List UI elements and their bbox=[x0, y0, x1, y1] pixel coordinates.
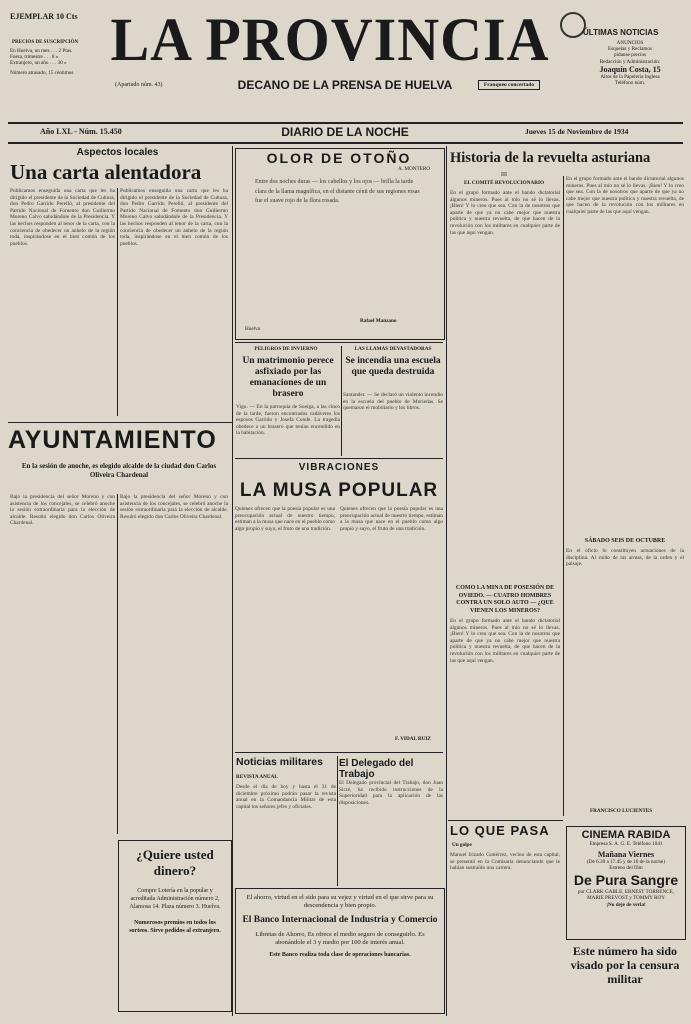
musa-body-col2: Quienes ofrecen que la poesía popular es una preocupación actual de nuestro tiempo, estiman a la musa que nace en el pueblo como algo propio y suyo, el fruto de una tradición. bbox=[340, 506, 443, 532]
olor-poem: Entre dos noches duras — los cabellos y los ojos — brilla la tarde clara de la llama magnífica, en el distante cénit de sus regiones rosas fue el suave rojo de la flora rosada. bbox=[255, 179, 420, 204]
dinero-title: ¿Quiere usted dinero? bbox=[136, 847, 214, 878]
column-divider bbox=[232, 146, 233, 1016]
olor-sign-right: Rafael Manzano bbox=[360, 318, 397, 324]
right-info-line: Esquelas y Reclamos bbox=[607, 46, 653, 53]
column-divider bbox=[563, 176, 564, 816]
masthead-subtitle: DECANO DE LA PRENSA DE HUELVA bbox=[237, 78, 453, 92]
llamas-body: Santander. — Se declaró un violento incendio en la escuela del pueblo de Muriedas. Se quemaron el mobiliario y los libros. bbox=[343, 392, 443, 412]
ultimas-noticias-title: ÚLTIMAS NOTICIAS bbox=[583, 28, 659, 37]
olor-sign-left: Huelva bbox=[245, 326, 260, 332]
sabado-title: SÁBADO SEIS DE OCTUBRE bbox=[584, 538, 666, 544]
historia-body-col2: En el grupo formado ante el bando dictatorial algunos mineros. Pues al mío no sé lo llevas. ¡Bien! Y lo creo que sea. Con la de nosotros que aparte de que ya no cabe mejor que nuestra política y nuestra revuelta, de que hacen de la revolución con los militares en cualquier parte de las que aquí vengan. bbox=[566, 176, 684, 215]
mid-rule bbox=[235, 342, 443, 343]
militares-title: Noticias militares bbox=[236, 756, 323, 768]
ahorro-bank: El Banco Internacional de Industria y Comercio bbox=[242, 915, 438, 925]
mina-title: COMO LA MINA DE POSESIÓN DE OVIEDO. — CUATRO HOMBRES CONTRA UN SOLO AUTO — ¿QUE VIENEN LOS MINEROS? bbox=[455, 585, 555, 614]
peligros-label: PELIGROS DE INVIERNO bbox=[254, 346, 318, 352]
subscription-line: En Huelva, un mes . . . 2 Ptas. bbox=[10, 48, 73, 54]
ayuntamiento-subtitle: En la sesión de anoche, es elegido alcalde de la ciudad don Carlos Oliveira Chardenal bbox=[21, 462, 217, 479]
right-info-line: Altos de la Papelería Inglesa bbox=[600, 73, 660, 80]
masthead-title: LA PROVINCIA bbox=[110, 5, 550, 74]
cinema-times: (De 6.30 a 17.45 y de 10 de la noche) bbox=[587, 859, 665, 866]
date-rule bbox=[8, 142, 683, 144]
subscription-block bbox=[10, 48, 105, 67]
delegado-title: El Delegado del Trabajo bbox=[339, 758, 414, 780]
issue-number: Año LXL - Núm. 15.450 bbox=[40, 127, 122, 136]
llamas-title: Se incendia una escuela que queda destruida bbox=[345, 356, 441, 377]
right-info-line: Redacción y Administración: bbox=[599, 58, 661, 65]
peligros-title: Un matrimonio perece asfixiado por las emanaciones de un brasero bbox=[242, 356, 334, 399]
carta-body-col1: Publicamos enseguida una carta que les ha dirigido el presidente de la Sociedad de Cultura, don Pedro Garrido Perelló, al presidente del Partido Nacional de Fomento don Guillermo Moreno Calvo saludándole de la Presidencia. Y las hechos responden al tenor de la carta, con la conciencia de obedecer un anhelo de la región toda, inspirándose en el bien común de los pueblos. bbox=[10, 188, 115, 247]
loquepasa-rule bbox=[448, 820, 563, 821]
cinema-ad bbox=[566, 826, 686, 940]
olor-author: A. MONTERO bbox=[398, 166, 430, 172]
right-info-line: ANUNCIOS bbox=[616, 40, 644, 46]
loquepasa-title: LO QUE PASA bbox=[450, 823, 550, 838]
subscription-title: PRECIOS DE SUSCRIPCIÓN bbox=[12, 40, 79, 45]
price-label: EJEMPLAR 10 Cts bbox=[10, 12, 78, 21]
musa-body-col1: Quienes ofrecen que la poesía popular es una preocupación actual de nuestro tiempo, estiman a la musa que nace en el pueblo como algo propio y suyo, el fruto de una tradición. bbox=[235, 506, 335, 532]
olor-title: OLOR DE OTOÑO bbox=[266, 150, 412, 166]
sabado-body: En el oficio lo constituyen actuaciones de la disciplina. Al ruido de las armas, de la orden y el paisaje. bbox=[566, 548, 684, 568]
historia-head: EL COMITÉ REVOLUCIONARIO bbox=[463, 180, 545, 186]
col-divider bbox=[341, 346, 342, 456]
cinema-company: Empresa S. A. G. E. Teléfono 1041 bbox=[589, 841, 663, 847]
franqueo-badge: Franqueo concertado bbox=[478, 80, 540, 90]
ahorro-line1: El ahorro, virtud en el sido para su vejez y virtud en el que sirve para su descendencia y bien propio. bbox=[246, 894, 434, 909]
ayuntamiento-body-col2: Bajo la presidencia del señor Moreno y con asistencia de los concejales, se celebró anoche la sesión extraordinaria para la elección de alcalde. Resultó elegido don Carlos Oliveira Chardenal. bbox=[120, 494, 228, 520]
right-info-line: pídanse precios bbox=[613, 52, 647, 59]
issue-date: Jueves 15 de Noviembre de 1934 bbox=[525, 127, 629, 136]
cinema-film: De Pura Sangre bbox=[573, 871, 679, 888]
aspectos-label: Aspectos locales bbox=[76, 147, 159, 158]
sabado-sign: FRANCISCO LUCIENTES bbox=[590, 808, 653, 814]
numero-atrasado: Número atrasado, 15 céntimos bbox=[10, 70, 74, 76]
dinero-text: Compre Lotería en la popular y acreditada Administración número 2, Alamosa 14. Plaza número 3. Huelva. bbox=[129, 888, 221, 910]
cinema-cast: por CLARK GABLE, ERNEST TORRENCE, MARIE PREVOST y TOMMY ROY bbox=[577, 888, 675, 901]
column-divider bbox=[446, 146, 447, 1016]
loquepasa-body: Manuel Irizado Gutiérrez, vecino de esta capital, se presentó en la Comisaría denunciando que le habían sustraído una cartera. bbox=[450, 852, 560, 872]
subscription-line: Fuera, trimestre . . . 8 » bbox=[10, 54, 59, 61]
historia-title: Historia de la revuelta asturiana bbox=[450, 150, 651, 166]
ayuntamiento-body-col1: Bajo la presidencia del señor Moreno y con asistencia de los concejales, se celebró anoche la sesión extraordinaria para la elección de alcalde. Resultó elegido don Carlos Oliveira Chardenal. bbox=[10, 494, 115, 527]
musa-title: LA MUSA POPULAR bbox=[239, 480, 439, 501]
militares-body: Desde el día de hoy y hasta el 31 de diciembre próximo podrán pasar la revista anual en la Comandancia Militar de esta capital los señores jefes y oficiales. bbox=[236, 784, 336, 810]
ahorro-line3: Este Banco realiza toda clase de operaciones bancarias. bbox=[269, 952, 411, 958]
musa-sign: F. VIDAL RUIZ bbox=[395, 736, 431, 742]
revista-label: REVISTA ANUAL bbox=[236, 774, 278, 780]
peligros-body: Vigo. — En la parroquia de Sueiga, a las cinco de la tarde, fueron encontrados cadáveres los esposos Garrido y Josefa Conde. La tragedia obedece a un brasero que tenían encendido en la habitación. bbox=[236, 404, 340, 437]
cinema-when: Mañana Viernes bbox=[597, 850, 655, 860]
apartado-label: (Apartado núm. 43) bbox=[115, 82, 163, 88]
ahorro-line2: Libretas de Ahorro, Es ofrece el medio seguro de conseguirlo. Es abonándole el 3 y medio por 100 de interés anual. bbox=[255, 931, 425, 946]
ayuntamiento-title: AYUNTAMIENTO bbox=[8, 426, 217, 454]
right-info-block bbox=[575, 40, 685, 86]
llamas-label: LAS LLAMAS DEVASTADORAS bbox=[354, 346, 432, 352]
right-info-line: Joaquín Costa, 15 bbox=[599, 64, 661, 74]
column-divider bbox=[117, 188, 118, 416]
vibraciones-label: VIBRACIONES bbox=[298, 462, 380, 473]
subscription-line: Extranjero, un año . . . 30 » bbox=[10, 60, 67, 67]
col-divider-2 bbox=[337, 756, 338, 886]
cinema-title: CINEMA RABIDA bbox=[581, 829, 671, 841]
cinema-foot: ¡No deje de verla! bbox=[606, 902, 646, 909]
carta-body-col2: Publicamos enseguida una carta que les ha dirigido el presidente de la Sociedad de Cultura, don Pedro Garrido Perelló, al presidente del Partido Nacional de Fomento don Guillermo Moreno Calvo saludándole de la Presidencia. Y las hechos responden al tenor de la carta, con la conciencia de obedecer un anhelo de la región toda, inspirándose en el bien común de los pueblos. bbox=[120, 188, 228, 247]
vibraciones-rule bbox=[235, 458, 443, 459]
masthead-rule bbox=[8, 122, 683, 124]
censura-note: Este número ha sido visado por la censura militar bbox=[570, 944, 680, 986]
right-info-line: Teléfono núm. bbox=[614, 80, 646, 87]
ayuntamiento-rule bbox=[8, 422, 233, 423]
carta-title: Una carta alentadora bbox=[10, 160, 202, 184]
edition-label: DIARIO DE LA NOCHE bbox=[281, 125, 409, 139]
militares-rule bbox=[235, 752, 443, 753]
historia-body-col1: En el grupo formado ante el bando dictatorial algunos mineros. Pues al mío no sé lo llevas. ¡Bien! Y lo creo que sea. Con la de nosotros que aparte de que ya no cabe mejor que nuestra política y nuestra revuelta, de que hacen de la revolución con los militares en cualquier parte de las que aquí vengan. bbox=[450, 190, 560, 236]
mina-body: En el grupo formado ante el bando dictatorial algunos mineros. Pues al mío no sé lo llevas. ¡Bien! Y lo creo que sea. Con la de nosotros que aparte de que ya no cabe mejor que nuestra política y nuestra revuelta, de que hacen de la revolución con los militares en cualquier parte de las que aquí vengan. bbox=[450, 618, 560, 664]
loteria-ad bbox=[118, 840, 232, 1012]
cinema-estreno: Estreno del film bbox=[609, 865, 643, 872]
banco-ad bbox=[235, 888, 445, 1014]
dinero-foot: Numerosos premios en todos los sorteos. Sirve pedidos al extranjero. bbox=[129, 920, 221, 934]
column-divider bbox=[117, 494, 118, 834]
loquepasa-sub: Un golpe bbox=[452, 842, 472, 848]
delegado-body: El Delegado provincial del Trabajo, don Juan Sicré, ha recibido instrucciones de la Superioridad para la aplicación de las disposiciones. bbox=[339, 780, 443, 806]
historia-sub: III bbox=[501, 172, 507, 178]
